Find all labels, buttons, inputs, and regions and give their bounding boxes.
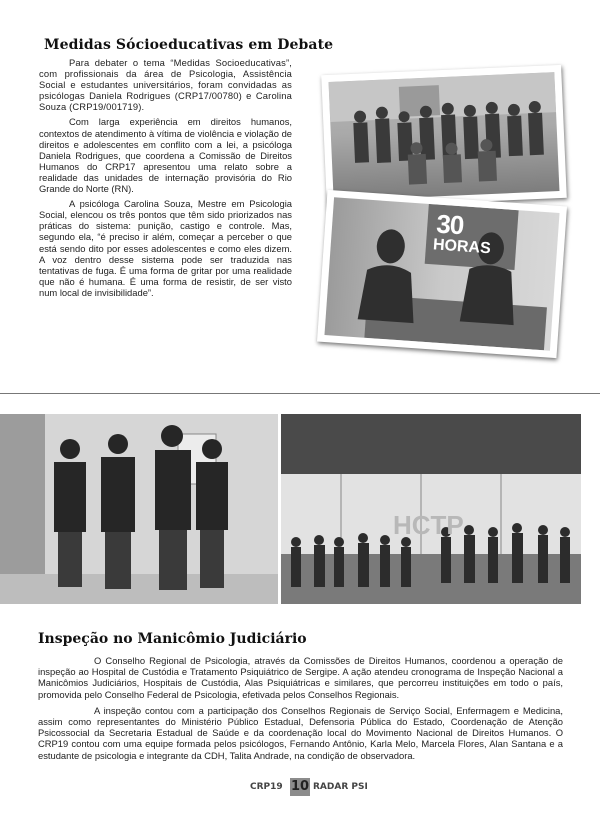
- footer-magazine-name: RADAR PSI: [313, 782, 368, 792]
- hospital-visit-photo: [281, 414, 581, 604]
- section-divider: [0, 393, 600, 394]
- hospital-visit-illustration: [281, 414, 581, 604]
- paragraph: A inspeção contou com a participação dos Conselhos Regionais de Serviço Social, Enfermagem e Medicina, assim como representantes do Ministério Público Estadual, Defensoria Pública do Estado, Coordenação de Atenção Psicossocial da Secretaria Estadual de Saúde e da coordenação local do Movimento Nacional de Direitos Humanos. O CRP19 contou com uma equipe formada pelos psicólogos, Fernando Antônio, Karla Melo, Marcela Flores, Alan Santana e a estudante de psicologia e integrante da CDH, Talita Andrade, na condição de observadora.: [38, 704, 563, 761]
- article-body: [38, 655, 563, 766]
- page-number: 10: [290, 779, 310, 794]
- article-body: [39, 57, 292, 302]
- inspection-team-illustration: [0, 414, 278, 604]
- group-photo-illustration: [329, 72, 560, 201]
- paragraph: Com larga experiência em direitos humanos, contextos de atendimento à vítima de violência e violação de direitos e adolescentes em conflito com a lei, a psicóloga Daniela Rodrigues, que coordena a Comissão de Direitos Humanos do CRP17 apresentou uma relato sobre a realidade das unidades de internação provisória do Rio Grande do Norte (RN).: [39, 116, 292, 195]
- group-photo: [321, 65, 567, 208]
- paragraph: O Conselho Regional de Psicologia, através da Comissões de Direitos Humanos, coordenou a operação de inspeção ao Hospital de Custódia e Tratamento Psiquiátrico de Sergipe. A ação atendeu cronograma de Inspeção Nacional a Manicômios Judiciários, Hospitais de Custódia, Alas Psiquiátricas e similares, que percorreu instituições em todo o país, promovida pelo Conselho Federal de Psicologia, efetivada pelos Conselhos Regionais.: [38, 655, 563, 700]
- event-sign-number: 30: [435, 208, 465, 241]
- paragraph: Para debater o tema “Medidas Socioeducativas”, com profissionais da área de Psicologia, Assistência Social e estudantes universitários, foram convidadas as psicólogas Daniela Rodrigues (CRP17/00780) e Carolina Souza (CRP19/001719).: [39, 57, 292, 113]
- article-title: Medidas Sócioeducativas em Debate: [44, 37, 334, 53]
- article-title: Inspeção no Manicômio Judiciário: [38, 631, 307, 647]
- paragraph: A psicóloga Carolina Souza, Mestre em Psicologia Social, elencou os três pontos que têm sido priorizados nas práticas do sistema: punição, castigo e controle. Mas, segundo ela, “é preciso ir além, começar a perceber o que está sendo dito por esses adolescentes e como eles dizem. A voz dentro desse sistema pode ser traduzida nas tentativas de fuga. É uma forma de gritar por uma realidade que não é humana. É uma forma de resistir, de ser visto num local de invisibilidade”.: [39, 198, 292, 298]
- footer-publisher: CRP19: [250, 782, 283, 792]
- inspection-team-photo: [0, 414, 278, 604]
- page-footer: [0, 778, 600, 798]
- speakers-photo: [317, 190, 567, 358]
- event-sign-text: HORAS: [432, 236, 492, 258]
- hospital-wall-sign: HCTP: [393, 510, 464, 540]
